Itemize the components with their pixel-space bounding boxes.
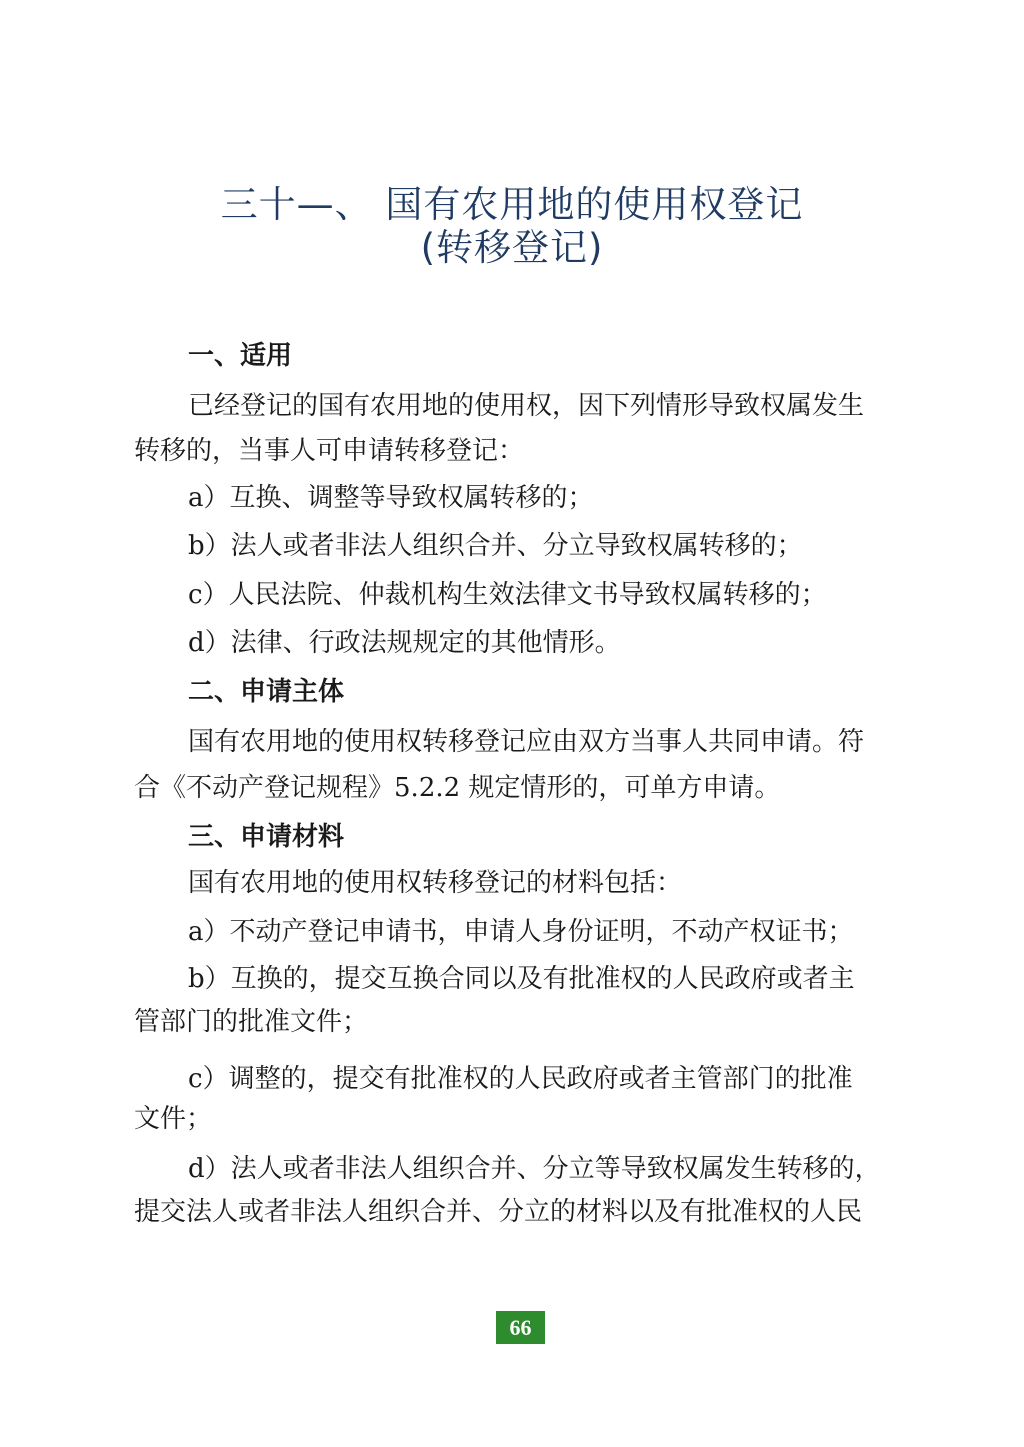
paragraph-line: 已经登记的国有农用地的使用权，因下列情形导致权属发生 (188, 391, 865, 421)
list-item (188, 529, 958, 563)
list-item (188, 1152, 958, 1186)
list-item-text: ）互换的，提交互换合同以及有批准权的人民政府或者主 (204, 964, 855, 994)
page-title-line-1: 三十—、 国有农用地的使用权登记 (220, 183, 804, 226)
section-heading-materials: 三、申请材料 (188, 822, 345, 852)
list-item (188, 962, 958, 996)
page-title-line-2: (转移登记) (420, 226, 604, 269)
list-item-text: ）法人或者非法人组织合并、分立导致权属转移的； (204, 531, 803, 561)
paragraph-line: 国有农用地的使用权转移登记的材料包括： (188, 868, 683, 898)
list-item-letter: d (188, 1154, 205, 1184)
page-number-badge: 66 (496, 1311, 545, 1344)
list-item-letter: b (188, 531, 205, 561)
list-item-letter: c (188, 1064, 203, 1094)
list-item-letter: a (188, 483, 204, 513)
list-item-text: ）人民法院、仲裁机构生效法律文书导致权属转移的； (202, 580, 827, 610)
list-item-letter: c (188, 580, 203, 610)
list-item (188, 578, 958, 612)
list-item-text: ）调整的，提交有批准权的人民政府或者主管部门的批准 (202, 1064, 853, 1094)
list-item (188, 626, 958, 660)
list-item-text: ）法律、行政法规规定的其他情形。 (204, 628, 621, 658)
clause-number: 5.2.2 (394, 773, 461, 803)
paragraph-line (134, 771, 904, 805)
paragraph-line: 管部门的批准文件； (134, 1007, 369, 1037)
list-item-text: ）不动产登记申请书，申请人身份证明，不动产权证书； (203, 917, 854, 947)
list-item-text: ）互换、调整等导致权属转移的； (203, 483, 594, 513)
paragraph-line: 提交法人或者非法人组织合并、分立的材料以及有批准权的人民 (134, 1197, 863, 1227)
list-item-letter: a (188, 917, 204, 947)
list-item (188, 1062, 958, 1096)
list-item-letter: b (188, 964, 205, 994)
paragraph-line: 国有农用地的使用权转移登记应由双方当事人共同申请。符 (188, 727, 865, 757)
list-item-text: ）法人或者非法人组织合并、分立等导致权属发生转移的， (204, 1154, 881, 1184)
list-item (188, 481, 958, 515)
paragraph-text: 规定情形的，可单方申请。 (460, 773, 781, 803)
list-item (188, 915, 958, 949)
paragraph-line: 转移的，当事人可申请转移登记： (134, 436, 525, 466)
paragraph-line: 文件； (134, 1104, 213, 1134)
paragraph-text: 合《不动产登记规程》 (134, 773, 395, 803)
list-item-letter: d (188, 628, 205, 658)
section-heading-applicant: 二、申请主体 (188, 677, 345, 707)
section-heading-applicability: 一、适用 (188, 341, 293, 371)
